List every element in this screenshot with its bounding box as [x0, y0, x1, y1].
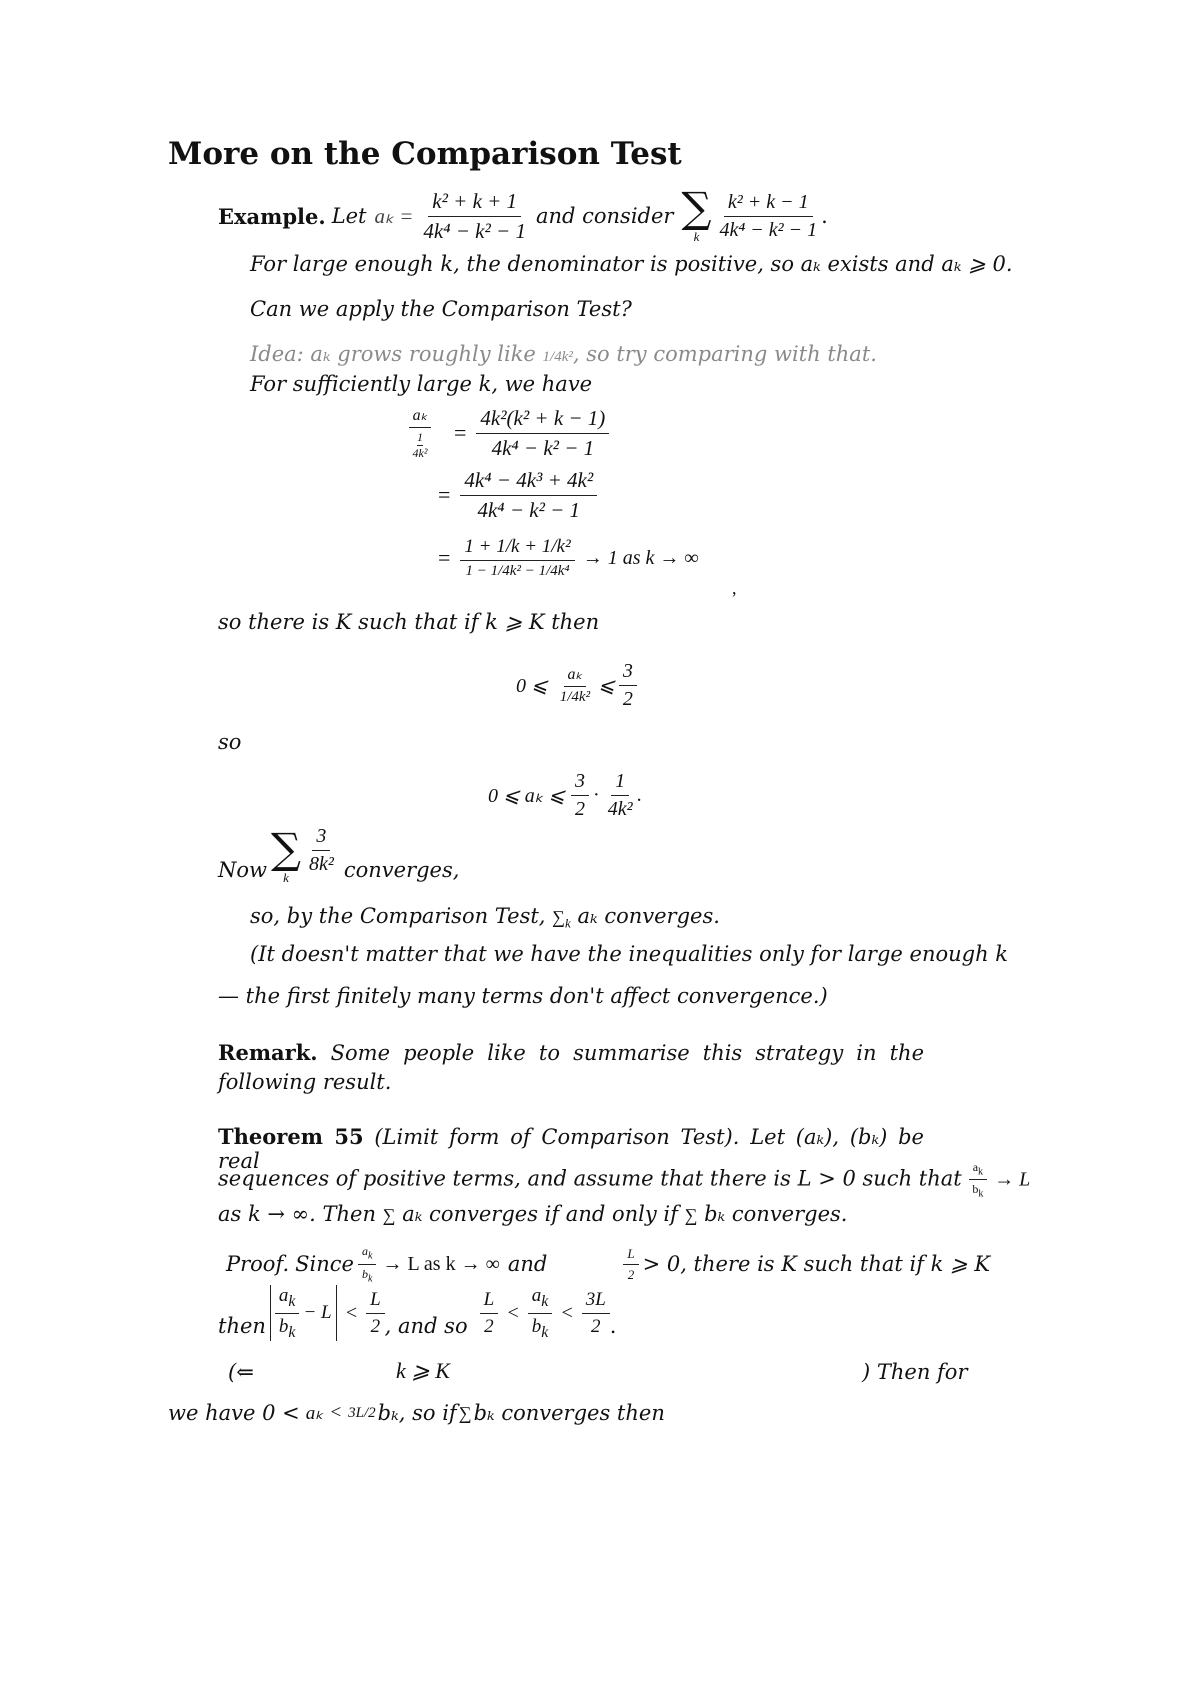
proof-ak: aₖ — [305, 1402, 324, 1424]
proof-half-L — [623, 1246, 638, 1283]
paren-line-1: (It doesn't matter that we have the inequalities only for large enough k — [250, 942, 1008, 966]
lt-sign: < — [506, 1301, 520, 1324]
equals-sign: = — [438, 545, 451, 570]
we-have-text: we have 0 < — [168, 1401, 300, 1425]
period: . — [821, 204, 828, 228]
by-comparison-text: so, by the Comparison Test, — [250, 904, 546, 928]
threeL-over-2 — [582, 1289, 610, 1338]
ineq1-left: 0 ⩽ — [516, 674, 548, 697]
ak-numerator: k² + k + 1 — [428, 189, 521, 217]
now-sum-fraction — [305, 825, 338, 876]
proof-limit: → L as k → ∞ — [382, 1252, 500, 1275]
equals-sign: = — [454, 420, 467, 445]
inequality-ratio — [516, 652, 637, 718]
idea-text — [250, 342, 877, 366]
proof-label: Proof. — [226, 1252, 290, 1276]
lt-sign: < — [329, 1402, 343, 1423]
abs-value — [270, 1285, 337, 1342]
series-numerator: k² + k − 1 — [724, 191, 813, 217]
proof-gt0: > 0, there is K such that if k ⩾ K — [642, 1252, 991, 1276]
proof-line-2 — [218, 1284, 616, 1342]
paren-line-2: — the first finitely many terms don't affect convergence.) — [218, 984, 828, 1008]
row3-fraction — [460, 536, 574, 580]
ineq1-ratio-num: aₖ — [564, 664, 587, 687]
k-ge-K: k ⩾ K — [396, 1358, 450, 1383]
now-text: Now — [218, 858, 267, 882]
sum-symbol-inline: ∑ — [458, 1402, 472, 1423]
sum-symbol-inline: ∑ — [684, 1205, 698, 1225]
ineq2-end: . — [636, 783, 642, 806]
theorem-line3c: bₖ converges. — [704, 1202, 848, 1226]
ineq2-d1: 2 — [575, 797, 586, 820]
ineq1-ratio — [556, 664, 594, 706]
bk-tail-text: bₖ, so if — [377, 1401, 457, 1425]
row3-denominator: 1 − 1/4k² − 1/4k⁴ — [465, 563, 570, 579]
theorem-line3a: as k → ∞. Then — [218, 1202, 376, 1226]
remark-paragraph — [218, 1038, 924, 1097]
row1-denominator: 4k⁴ − k² − 1 — [491, 435, 595, 460]
proof-and: and — [507, 1252, 548, 1276]
ratio-middle: $\frac{a_k}{b_k}$ — [528, 1285, 553, 1342]
theorem-line-3 — [218, 1202, 847, 1226]
row2-fraction — [460, 468, 597, 523]
now-sum-index: k — [283, 870, 289, 885]
three-L-over-two: 3L/2 — [348, 1404, 376, 1421]
now-sum-num: 3 — [312, 825, 330, 851]
half-num: L — [623, 1246, 638, 1265]
idea-part-a: Idea: aₖ grows roughly like — [250, 342, 536, 366]
L-num: L — [366, 1289, 385, 1314]
ineq2-d2: 4k² — [607, 797, 633, 820]
ineq2-n2: 1 — [611, 770, 629, 796]
sigma-icon: ∑ — [271, 824, 301, 873]
sufficiently-text: For sufficiently large k, we have — [250, 372, 593, 396]
proof-since: Since — [295, 1252, 354, 1276]
theorem-line-2 — [218, 1160, 1030, 1200]
then-for-text: ) Then for — [862, 1360, 968, 1384]
ineq2-n1: 3 — [571, 770, 589, 796]
proof-period: . — [609, 1314, 617, 1338]
comparison-line — [250, 904, 720, 932]
ineq1-bound-den: 2 — [622, 687, 633, 710]
bk-converges-text: bₖ converges then — [473, 1401, 665, 1425]
question-text: Can we apply the Comparison Test? — [250, 297, 632, 321]
row1-numerator: 4k²(k² + k − 1) — [476, 406, 609, 434]
implication-open: (⇐ — [228, 1360, 254, 1384]
ak-definition-fraction — [419, 189, 530, 244]
ratio-lhs — [396, 405, 444, 461]
two-den: 2 — [591, 1315, 601, 1337]
theorem-line1-text: Let (aₖ), (bₖ) be real — [218, 1125, 924, 1173]
ineq1-le: ⩽ — [598, 674, 615, 697]
series-sum — [681, 183, 712, 245]
abs-ratio: $\frac{a_k}{b_k}$ — [275, 1285, 300, 1342]
ineq2-left: 0 ⩽ aₖ ⩽ — [488, 784, 566, 807]
ak-converges-text: aₖ converges. — [577, 904, 720, 928]
theorem-line3b: aₖ converges if and only if — [402, 1202, 678, 1226]
equals-sign: = — [438, 482, 451, 507]
page-title: More on the Comparison Test — [168, 136, 682, 172]
row3-numerator: 1 + 1/k + 1/k² — [460, 536, 574, 561]
ak-over-bk: $\frac{a_k}{b_k}$ — [968, 1160, 987, 1200]
theorem-line2-text: sequences of positive terms, and assume that there is L > 0 such that — [218, 1166, 962, 1191]
denominator-text: For large enough k, the denominator is positive, so aₖ exists and aₖ ⩾ 0. — [250, 252, 1013, 276]
lhs-den-den: 4k² — [412, 446, 428, 460]
derivation-row-2 — [438, 464, 699, 526]
row1-fraction — [476, 406, 609, 461]
idea-fraction: 1/4k² — [542, 349, 573, 365]
remark-label: Remark. — [218, 1040, 318, 1065]
now-sum-den: 8k² — [308, 853, 334, 875]
example-label: Example. — [218, 203, 326, 229]
half-den: 2 — [627, 1266, 635, 1282]
L-num: L — [480, 1289, 499, 1314]
abs-minus-L: − L — [303, 1302, 332, 1323]
now-line — [218, 820, 459, 886]
so-text: so — [218, 730, 242, 754]
series-term-fraction — [715, 191, 821, 242]
now-sum — [271, 824, 301, 886]
proof-ak-over-bk: $\frac{a_k}{b_k}$ — [358, 1244, 376, 1284]
limit-statement: → 1 as k → ∞ — [582, 546, 699, 569]
series-denominator: 4k⁴ − k² − 1 — [719, 218, 818, 241]
lhs-den-num: 1 — [417, 430, 423, 444]
derivation-row-1 — [396, 402, 699, 464]
ineq1-bound — [619, 660, 637, 711]
sum-index: k — [693, 229, 700, 244]
theorem-limit: → L — [994, 1168, 1031, 1191]
converges-text: converges, — [343, 858, 460, 882]
and-consider-text: and consider — [535, 204, 674, 228]
sum-symbol-inline: $\sum_k$ — [552, 907, 571, 931]
idea-part-b: , so try comparing with that. — [572, 342, 877, 366]
sum-symbol-inline: ∑ — [382, 1205, 396, 1225]
ineq1-bound-num: 3 — [619, 660, 637, 686]
theorem-label: Theorem 55 — [218, 1124, 364, 1149]
ak-definition-lhs: aₖ = — [374, 203, 414, 228]
threeL-num: 3L — [582, 1289, 610, 1314]
ratio-lhs-numerator: aₖ — [409, 405, 432, 428]
row2-denominator: 4k⁴ − k² − 1 — [477, 497, 581, 522]
sigma-icon: ∑ — [681, 183, 712, 232]
proof-line-1 — [226, 1244, 990, 1284]
ineq1-ratio-den: 1/4k² — [559, 689, 591, 705]
trailing-comma: , — [732, 578, 737, 598]
two-den: 2 — [370, 1315, 381, 1337]
inequality-ak — [488, 762, 642, 828]
lt-sign: < — [344, 1301, 359, 1324]
ratio-lhs-denominator — [409, 428, 432, 461]
ineq2-dot: · — [593, 783, 600, 806]
ak-denominator: 4k⁴ − k² − 1 — [423, 218, 526, 243]
L-over-2 — [366, 1289, 385, 1338]
row2-numerator: 4k⁴ − 4k³ + 4k² — [460, 468, 597, 496]
remark-text: Some people like to summarise this strategy in the following result. — [218, 1041, 924, 1094]
example-line — [218, 183, 828, 246]
theorem-name: (Limit form of Comparison Test). — [374, 1125, 740, 1149]
ineq2-three-halves — [571, 770, 589, 821]
derivation-row-3 — [438, 526, 699, 590]
proof-last-line — [168, 1398, 665, 1428]
L-over-2-b — [480, 1289, 499, 1338]
proof-then: then — [218, 1314, 266, 1338]
derivation-block — [396, 402, 737, 598]
ineq2-one-over — [604, 770, 637, 821]
so-K-text: so there is K such that if k ⩾ K then — [218, 610, 600, 634]
lt-sign: < — [560, 1301, 574, 1324]
example-let: Let — [331, 204, 367, 228]
and-so-text: , and so — [384, 1314, 468, 1338]
two-den: 2 — [484, 1315, 494, 1337]
